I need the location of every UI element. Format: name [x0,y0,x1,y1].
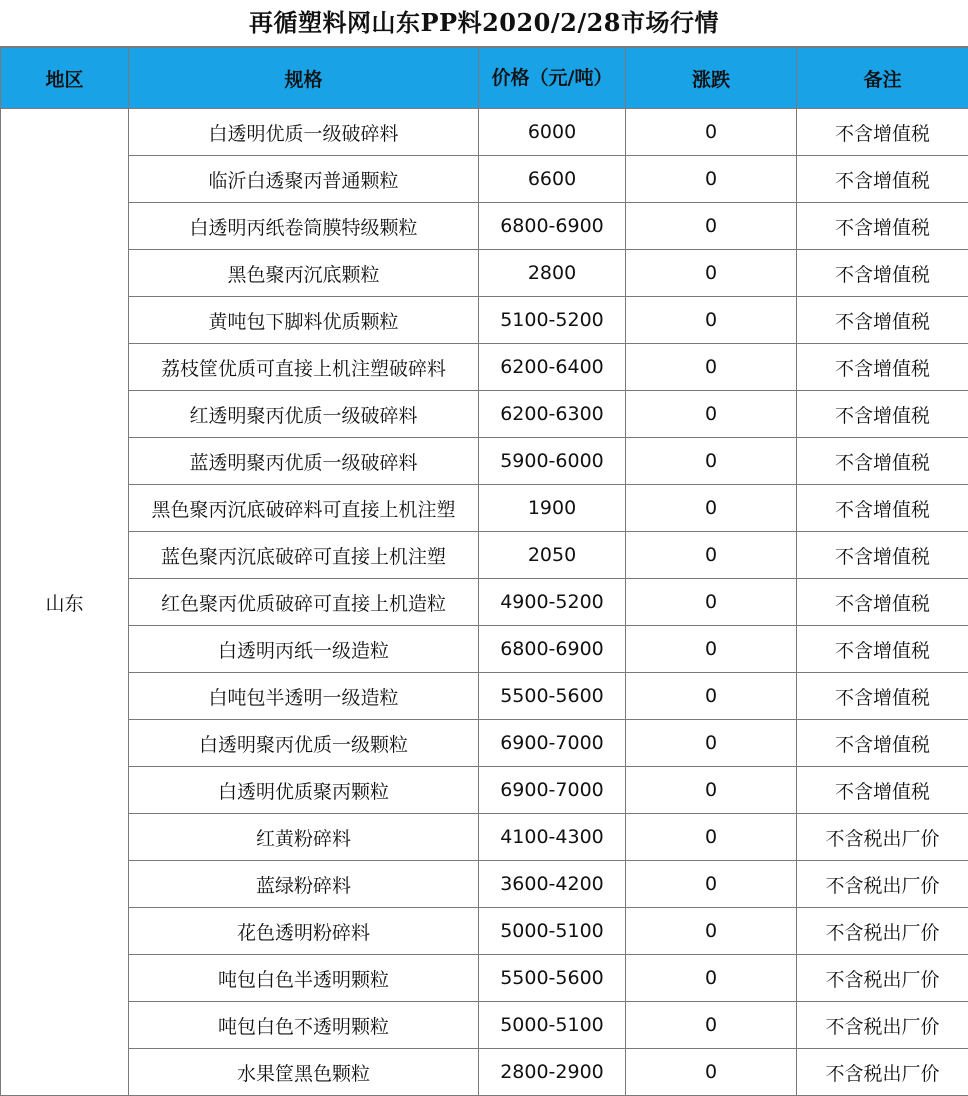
table-row [1,861,968,908]
spec-cell: 蓝透明聚丙优质一级破碎料 [129,438,479,485]
change-cell: 0 [626,720,797,767]
note-cell: 不含增值税 [797,579,968,626]
table-row [1,297,968,344]
change-cell: 0 [626,156,797,203]
change-cell: 0 [626,908,797,955]
spec-cell: 黑色聚丙沉底破碎料可直接上机注塑 [129,485,479,532]
spec-cell: 吨包白色半透明颗粒 [129,955,479,1002]
table-row [1,626,968,673]
note-cell: 不含增值税 [797,720,968,767]
price-cell: 1900 [479,485,626,532]
table-row [1,485,968,532]
change-cell: 0 [626,814,797,861]
table-row [1,250,968,297]
price-cell: 2800 [479,250,626,297]
change-cell: 0 [626,673,797,720]
spec-cell: 临沂白透聚丙普通颗粒 [129,156,479,203]
price-cell: 6200-6300 [479,391,626,438]
price-cell: 5900-6000 [479,438,626,485]
spec-cell: 红透明聚丙优质一级破碎料 [129,391,479,438]
note-cell: 不含增值税 [797,109,968,156]
spec-cell: 黑色聚丙沉底颗粒 [129,250,479,297]
price-cell: 6200-6400 [479,344,626,391]
note-cell: 不含增值税 [797,203,968,250]
note-cell: 不含增值税 [797,297,968,344]
spec-cell: 蓝绿粉碎料 [129,861,479,908]
change-cell: 0 [626,767,797,814]
change-cell: 0 [626,579,797,626]
note-cell: 不含税出厂价 [797,1049,968,1096]
change-cell: 0 [626,297,797,344]
spec-cell: 白透明优质聚丙颗粒 [129,767,479,814]
note-cell: 不含增值税 [797,250,968,297]
spec-cell: 荔枝筐优质可直接上机注塑破碎料 [129,344,479,391]
header-change: 涨跌 [626,48,797,109]
spec-cell: 白透明聚丙优质一级颗粒 [129,720,479,767]
spec-cell: 白透明丙纸一级造粒 [129,626,479,673]
table-row [1,673,968,720]
price-cell: 6800-6900 [479,626,626,673]
table-row [1,532,968,579]
region-cell: 山东 [1,109,129,1096]
spec-cell: 花色透明粉碎料 [129,908,479,955]
price-cell: 6800-6900 [479,203,626,250]
note-cell: 不含增值税 [797,156,968,203]
note-cell: 不含税出厂价 [797,908,968,955]
header-region: 地区 [1,48,129,109]
price-cell: 6900-7000 [479,767,626,814]
note-cell: 不含增值税 [797,626,968,673]
note-cell: 不含增值税 [797,344,968,391]
change-cell: 0 [626,485,797,532]
change-cell: 0 [626,861,797,908]
price-table [0,47,968,1096]
note-cell: 不含增值税 [797,438,968,485]
note-cell: 不含税出厂价 [797,1002,968,1049]
note-cell: 不含税出厂价 [797,861,968,908]
table-row [1,203,968,250]
header-price: 价格（元/吨） [479,48,626,109]
price-cell: 5500-5600 [479,673,626,720]
price-cell: 4100-4300 [479,814,626,861]
change-cell: 0 [626,955,797,1002]
change-cell: 0 [626,344,797,391]
change-cell: 0 [626,203,797,250]
spec-cell: 蓝色聚丙沉底破碎可直接上机注塑 [129,532,479,579]
price-cell: 2800-2900 [479,1049,626,1096]
price-cell: 6600 [479,156,626,203]
price-cell: 6000 [479,109,626,156]
spec-cell: 白吨包半透明一级造粒 [129,673,479,720]
spec-cell: 白透明优质一级破碎料 [129,109,479,156]
table-row [1,814,968,861]
price-cell: 2050 [479,532,626,579]
header-spec: 规格 [129,48,479,109]
spec-cell: 红黄粉碎料 [129,814,479,861]
sheet-title: 再循塑料网山东PP料2020/2/28市场行情 [0,0,968,47]
table-row [1,156,968,203]
table-row [1,391,968,438]
change-cell: 0 [626,532,797,579]
note-cell: 不含增值税 [797,485,968,532]
price-cell: 5500-5600 [479,955,626,1002]
table-row [1,344,968,391]
table-row [1,767,968,814]
price-cell: 6900-7000 [479,720,626,767]
spec-cell: 吨包白色不透明颗粒 [129,1002,479,1049]
table-body [1,109,968,1096]
change-cell: 0 [626,626,797,673]
price-cell: 5100-5200 [479,297,626,344]
note-cell: 不含增值税 [797,391,968,438]
table-row [1,908,968,955]
table-row [1,109,968,156]
table-row [1,720,968,767]
change-cell: 0 [626,438,797,485]
table-row [1,1002,968,1049]
spec-cell: 水果筐黑色颗粒 [129,1049,479,1096]
spec-cell: 白透明丙纸卷筒膜特级颗粒 [129,203,479,250]
header-row [1,48,968,109]
table-row [1,1049,968,1096]
spec-cell: 黄吨包下脚料优质颗粒 [129,297,479,344]
change-cell: 0 [626,391,797,438]
change-cell: 0 [626,1002,797,1049]
spec-cell: 红色聚丙优质破碎可直接上机造粒 [129,579,479,626]
note-cell: 不含增值税 [797,767,968,814]
price-cell: 3600-4200 [479,861,626,908]
note-cell: 不含税出厂价 [797,955,968,1002]
change-cell: 0 [626,109,797,156]
price-cell: 5000-5100 [479,908,626,955]
table-row [1,955,968,1002]
table-row [1,579,968,626]
change-cell: 0 [626,1049,797,1096]
price-cell: 5000-5100 [479,1002,626,1049]
header-note: 备注 [797,48,968,109]
change-cell: 0 [626,250,797,297]
price-cell: 4900-5200 [479,579,626,626]
note-cell: 不含增值税 [797,673,968,720]
note-cell: 不含税出厂价 [797,814,968,861]
table-row [1,438,968,485]
note-cell: 不含增值税 [797,532,968,579]
